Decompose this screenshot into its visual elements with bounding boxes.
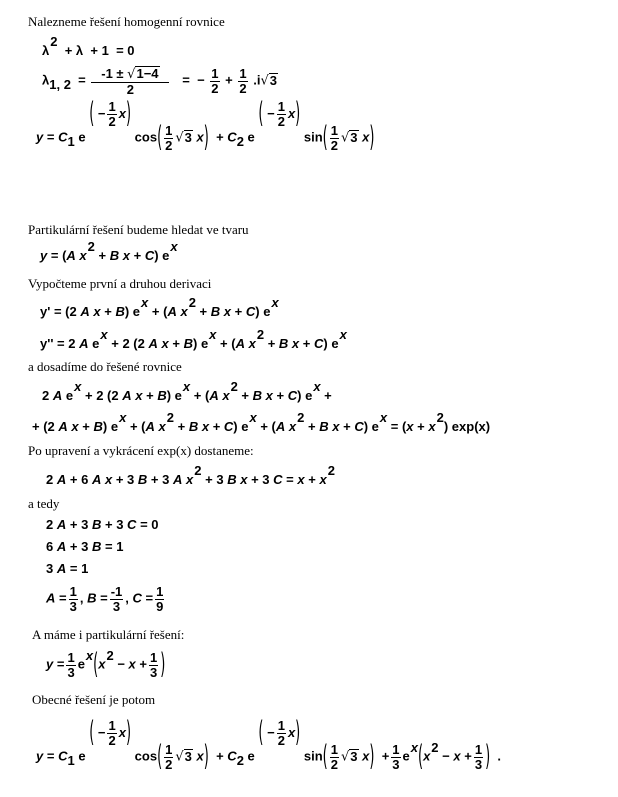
system-eq-1: 2 A + 3 B + 3 C = 0: [46, 517, 159, 532]
coefficients-solution: A = $\frac{1}{3}$ , B = $\frac{-1}{3}$ , C = $\frac{1}{9}$: [46, 584, 164, 614]
system-eq-2: 6 A + 3 B = 1: [46, 539, 124, 554]
roots-formula: λ1, 2 = $\frac{-1 \pm √1-4}{2}$ = − $\frac{1}{2}$ + $\frac{1}{2}$ .i√3: [42, 66, 277, 97]
substitution-line-1: 2 A ex + 2 (2 A x + B) ex + (A x2 + B x + C) ex +: [42, 379, 332, 403]
text-general-solution: Obecné řešení je potom: [32, 692, 156, 707]
particular-solution: y = $\frac{1}{3}$ ex(x2 − x + $\frac{1}{3}$ ): [46, 647, 166, 682]
system-eq-3: 3 A = 1: [46, 561, 89, 576]
second-derivative: y'' = 2 A ex + 2 (2 A x + B) ex + (A x2 + B x + C) ex: [40, 327, 347, 351]
general-solution: y = C1 e ( − $\frac{1}{2}$ x) cos( $\frac{1}{2}$ √3 x) + C2 e ( − $\frac{1}{2}$ x) sin( $\frac{1}{2}$ √3 x) + $\frac{1}{3}$ ex(x2 − x + $\frac{1}{3}$ ) .: [36, 716, 501, 774]
text-derivative: Vypočteme první a druhou derivaci: [28, 276, 212, 291]
first-derivative: y' = (2 A x + B) ex + (A x2 + B x + C) ex: [40, 295, 279, 319]
text-substitute: a dosadíme do řešené rovnice: [28, 359, 182, 374]
characteristic-equation: λ2 + λ + 1 = 0: [42, 34, 135, 58]
text-particular: Partikulární řešení budeme hledat ve tvaru: [28, 222, 249, 237]
simplified-equation: 2 A + 6 A x + 3 B + 3 A x2 + 3 B x + 3 C = x + x2: [46, 463, 335, 487]
substitution-line-2: + (2 A x + B) ex + (A x2 + B x + C) ex + (A x2 + B x + C) ex = (x + x2) exp(x): [32, 410, 491, 434]
particular-form: y = (A x2 + B x + C) ex: [40, 239, 178, 263]
text-particular-solution: A máme i partikulární řešení:: [32, 627, 185, 642]
text-and-so: a tedy: [28, 496, 60, 511]
homogeneous-solution: y = C1 e ( − $\frac{1}{2}$ x) cos( $\frac{1}{2}$ √3 x) + C2 e ( − $\frac{1}{2}$ x) sin( $\frac{1}{2}$ √3 x): [36, 97, 375, 155]
text-simplified: Po upravení a vykrácení exp(x) dostaneme:: [28, 443, 254, 458]
text-intro: Nalezneme řešení homogenní rovnice: [28, 14, 225, 29]
